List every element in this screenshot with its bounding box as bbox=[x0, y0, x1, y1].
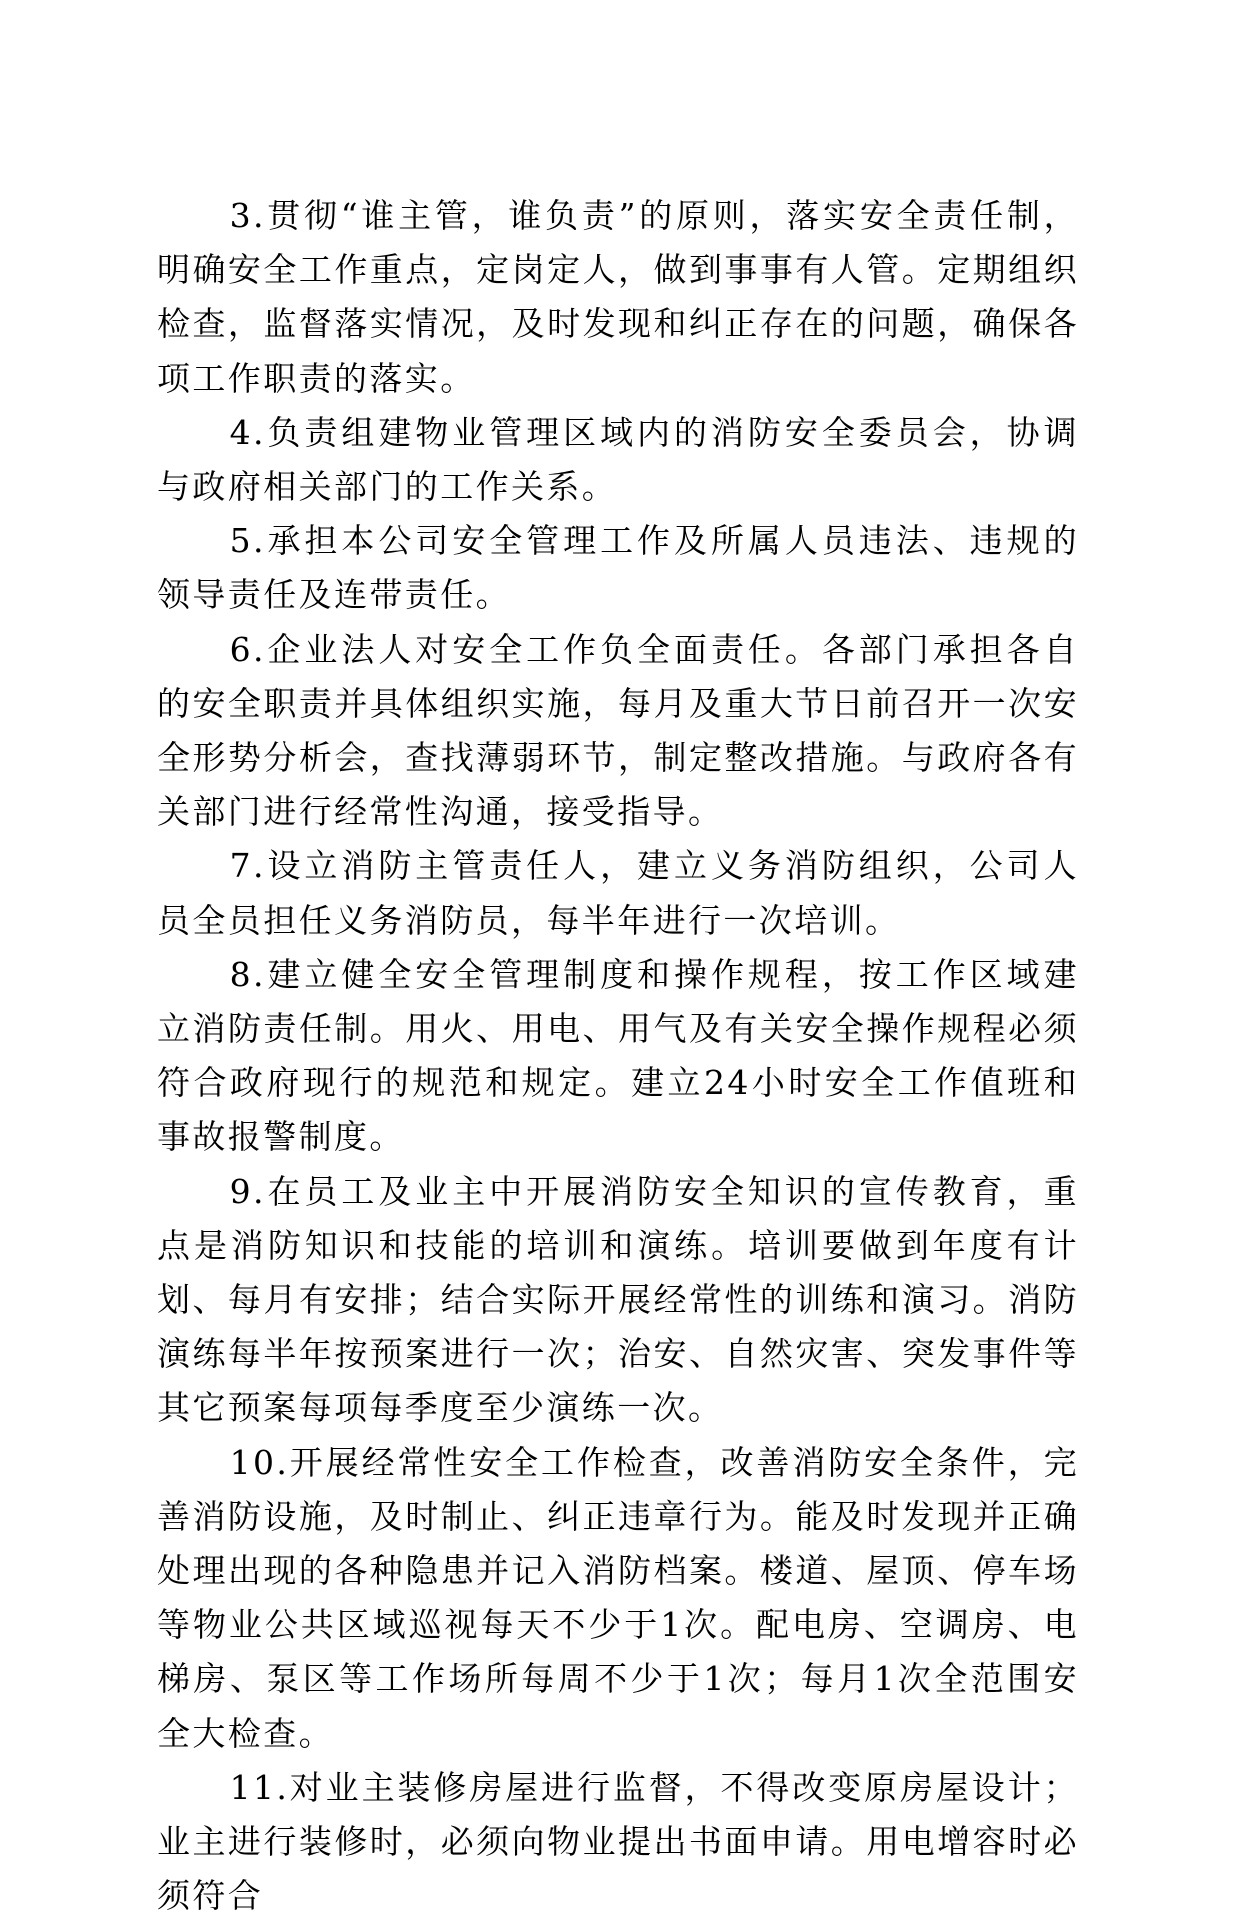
paragraph-item-8: 8.建立健全安全管理制度和操作规程，按工作区域建立消防责任制。用火、用电、用气及有关安全操作规程必须符合政府现行的规范和规定。建立24小时安全工作值班和事故报警制度。 bbox=[157, 954, 1079, 1157]
paragraph-item-7: 7.设立消防主管责任人，建立义务消防组织，公司人员全员担任义务消防员，每半年进行一次培训。 bbox=[157, 846, 1079, 940]
paragraph-item-10: 10.开展经常性安全工作检查，改善消防安全条件，完善消防设施，及时制止、纠正违章行为。能及时发现并正确处理出现的各种隐患并记入消防档案。楼道、屋顶、停车场等物业公共区域巡视每天不少于1次。配电房、空调房、电梯房、泵区等工作场所每周不少于1次；每月1次全范围安全大检查。 bbox=[157, 1442, 1079, 1753]
paragraph-item-9: 9.在员工及业主中开展消防安全知识的宣传教育，重点是消防知识和技能的培训和演练。培训要做到年度有计划、每月有安排；结合实际开展经常性的训练和演习。消防演练每半年按预案进行一次；治安、自然灾害、突发事件等其它预案每项每季度至少演练一次。 bbox=[157, 1171, 1079, 1428]
paragraph-item-3: 3.贯彻“谁主管，谁负责”的原则，落实安全责任制，明确安全工作重点，定岗定人，做到事事有人管。定期组织检查，监督落实情况，及时发现和纠正存在的问题，确保各项工作职责的落实。 bbox=[157, 196, 1079, 398]
document-body bbox=[157, 189, 1079, 1924]
paragraph-item-5: 5.承担本公司安全管理工作及所属人员违法、违规的领导责任及连带责任。 bbox=[157, 521, 1079, 615]
paragraph-item-4: 4.负责组建物业管理区域内的消防安全委员会，协调与政府相关部门的工作关系。 bbox=[157, 412, 1079, 507]
paragraph-item-11: 11.对业主装修房屋进行监督，不得改变原房屋设计；业主进行装修时，必须向物业提出书面申请。用电增容时必须符合 bbox=[157, 1767, 1079, 1916]
paragraph-item-6: 6.企业法人对安全工作负全面责任。各部门承担各自的安全职责并具体组织实施，每月及重大节日前召开一次安全形势分析会，查找薄弱环节，制定整改措施。与政府各有关部门进行经常性沟通，接受指导。 bbox=[157, 629, 1079, 832]
